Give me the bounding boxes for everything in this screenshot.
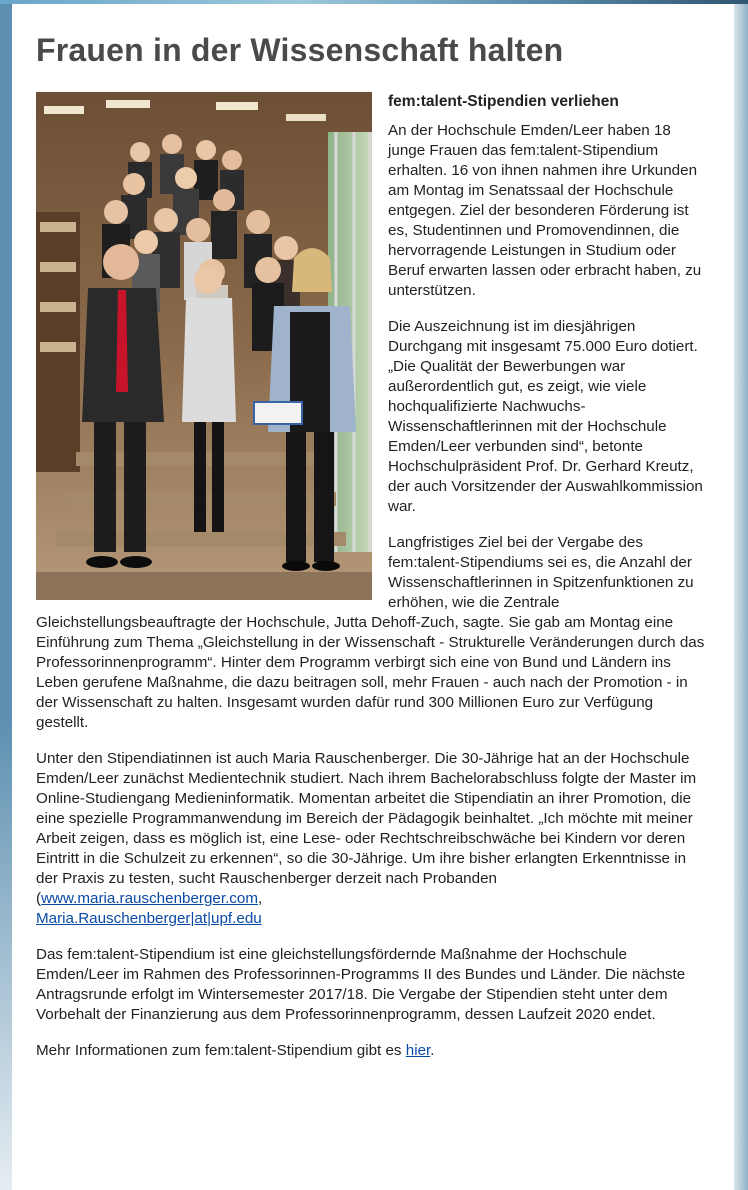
- article-page: [12, 4, 734, 1190]
- right-scroll-edge[interactable]: [734, 4, 748, 1190]
- paragraph-2: Die Auszeichnung ist im diesjährigen Durchgang mit insgesamt 75.000 Euro dotiert. „Die Qualität der Bewerbungen war außerordentlich gut, es zeigt, wie viele hochqualifizierte Nachwuchs-Wissenschaftlerinnen mit der Hochschule Emden/Leer verbunden sind“, betonte Hochschulpräsident Prof. Dr. Gerhard Kreutz, der auch Vorsitzender der Auswahlkommission war.: [388, 318, 703, 515]
- group-photo: [36, 92, 372, 600]
- paragraph-6: [36, 1041, 708, 1061]
- article-content: [36, 30, 708, 1077]
- paragraph-4: [36, 749, 708, 929]
- more-info-link[interactable]: hier: [405, 1042, 431, 1059]
- left-frame-border: [0, 4, 12, 1190]
- paragraph-1: An der Hochschule Emden/Leer haben 18 junge Frauen das fem:talent-Stipendium erhalten. 16 von ihnen nahmen ihre Urkunden am Montag im Senatssaal der Hochschule entgegen. Ziel der besonderen Förderung ist es, Studentinnen und Promovendinnen, die hervorragende Leistungen in Studium oder Beruf erwarten lassen oder erbracht haben, zu unterstützen.: [388, 122, 702, 299]
- link-separator: ,: [258, 890, 263, 907]
- email-link[interactable]: Maria.Rauschenberger|at|upf.edu: [36, 910, 262, 927]
- paragraph-6-text: Mehr Informationen zum fem:talent-Stipendium gibt es: [36, 1042, 406, 1059]
- website-link[interactable]: www.maria.rauschenberger.com: [41, 890, 258, 907]
- group-photo-icon: [36, 92, 372, 600]
- paragraph-4-text: Unter den Stipendiatinnen ist auch Maria Rauschenberger. Die 30-Jährige hat an der Hochschule Emden/Leer zunächst Medientechnik studiert. Nach ihrem Bachelorabschluss folgte der Master im Online-Studiengang Medieninformatik. Momentan arbeitet die Stipendiatin an ihrer Promotion, die eine spezielle Programmanwendung im Bereich der Pädagogik beinhaltet. „Ich möchte mit meiner Arbeit zeigen, dass es möglich ist, eine Lese- oder Rechtschreibschwäche bei Kindern vor deren Eintritt in die Schulzeit zu erkennen“, so die 30-Jährige. Um ihre bisher erlangten Erkenntnisse in der Praxis zu testen, sucht Rauschenberger derzeit nach Probanden (: [36, 750, 697, 907]
- paragraph-5: Das fem:talent-Stipendium ist eine gleichstellungsfördernde Maßnahme der Hochschule Emden/Leer im Rahmen des Professorinnen-Programms II des Bundes und Länder. Die nächste Antragsrunde erfolgt im Wintersemester 2017/18. Die Vergabe der Stipendien steht unter dem Vorbehalt der Finanzierung aus dem Professorinnenprogramm, dessen Laufzeit 2020 endet.: [36, 946, 686, 1023]
- paragraph-6-end: .: [430, 1042, 435, 1059]
- article-title: Frauen in der Wissenschaft halten: [36, 32, 564, 68]
- article-subheading: fem:talent-Stipendien verliehen: [388, 93, 619, 110]
- paragraph-3: Langfristiges Ziel bei der Vergabe des fem:talent-Stipendiums sei es, die Anzahl der Wissenschaftlerinnen in Spitzenfunktionen zu erhöhen, wie die Zentrale Gleichstellungsbeauftragte der Hochschule, Jutta Dehoff-Zuch, sagte. Sie gab am Montag eine Einführung zum Thema „Gleichstellung in der Wissenschaft - Strukturelle Veränderungen durch das Professorinnenprogramm“. Hinter dem Programm verbirgt sich eine von Bund und Ländern ins Leben gerufene Maßnahme, die dazu beitragen soll, mehr Frauen - auch nach der Promotion - in der Wissenschaft zu halten. Insgesamt wurden dafür rund 300 Millionen Euro zur Verfügung gestellt.: [36, 534, 705, 731]
